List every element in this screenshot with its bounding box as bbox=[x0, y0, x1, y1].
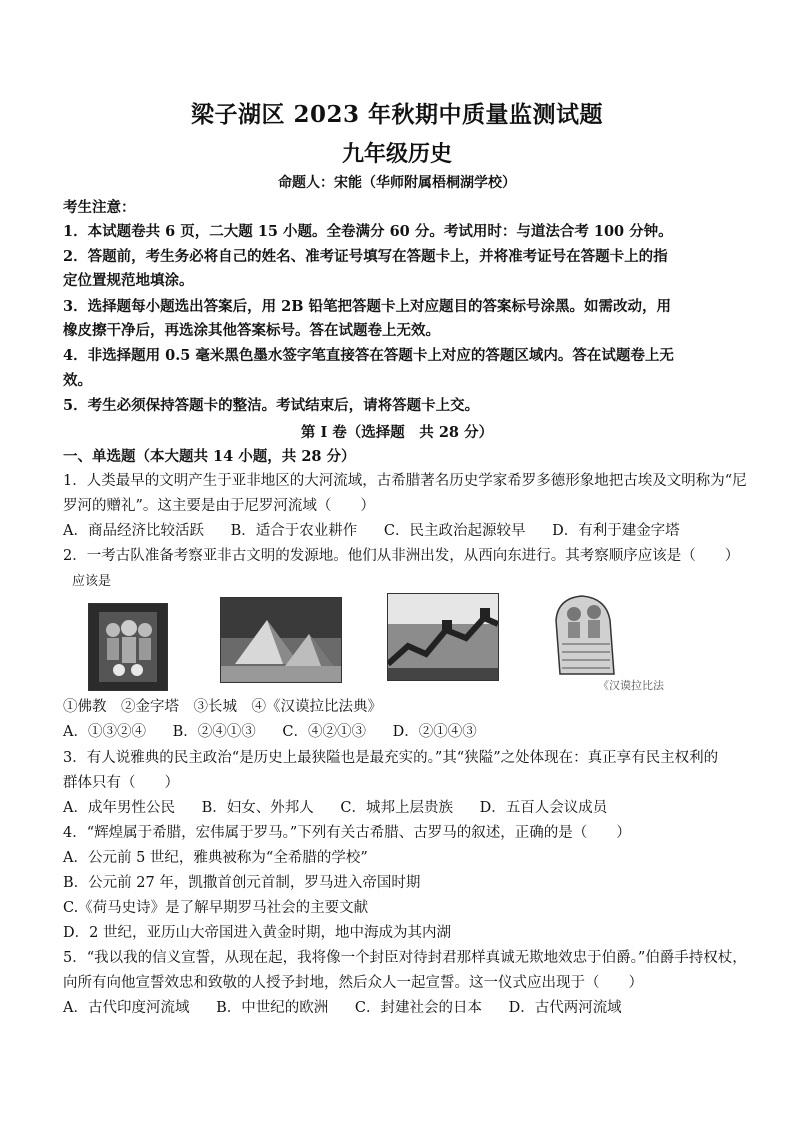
exam-title: 梁子湖区 2023 年秋期中质量监测试题 bbox=[190, 101, 604, 128]
option-d: D．②①④③ bbox=[392, 724, 477, 740]
notice-heading: 考生注意： bbox=[63, 199, 136, 216]
question-3-stem: 3．有人说雅典的民主政治“是历史上最狭隘也是最充实的。”其“狭隘”之处体现在：真正享有民主权利的 bbox=[63, 750, 719, 766]
great-wall-image bbox=[387, 593, 499, 681]
volume-heading: 第 I 卷（选择题 共 28 分） bbox=[300, 424, 494, 441]
option-d: D．2 世纪，亚历山大帝国进入黄金时期，地中海成为其内湖 bbox=[63, 925, 451, 941]
question-5-stem: 向所有向他宣誓效忠和致敬的人授予封地，然后众人一起宣誓。这一仪式应出现于（ ） bbox=[63, 975, 643, 991]
option-d: D．古代两河流域 bbox=[508, 1000, 622, 1016]
option-a: A．商品经济比较活跃 bbox=[63, 523, 204, 539]
option-d: D．有利于建金字塔 bbox=[552, 523, 680, 539]
option-d: D．五百人会议成员 bbox=[479, 800, 608, 816]
question-2-stem: 2．一考古队准备考察亚非古文明的发源地。他们从非洲出发，从西向东进行。其考察顺序应该是（ ） bbox=[63, 548, 740, 564]
image-overlay-caption: 《汉谟拉比法 bbox=[598, 679, 664, 692]
question-4-stem: 4．“辉煌属于希腊，宏伟属于罗马。”下列有关古希腊、古罗马的叙述，正确的是（ ） bbox=[63, 825, 631, 841]
question-5-stem: 5．“我以我的信义宣誓，从现在起，我将像一个封臣对待封君那样真诚无欺地效忠于伯爵。”伯爵手持权杖， bbox=[63, 950, 747, 966]
option-b: B．中世纪的欧洲 bbox=[216, 1000, 329, 1016]
question-1-stem: 1．人类最早的文明产生于亚非地区的大河流域，古希腊著名历史学家希罗多德形象地把古埃及文明称为“尼 bbox=[63, 473, 747, 489]
question-2-stem-fragment: 应该是 bbox=[72, 574, 112, 589]
question-1-stem: 罗河的赠礼”。这主要是由于尼罗河流域（ ） bbox=[63, 498, 375, 514]
option-c: C．民主政治起源较早 bbox=[383, 523, 526, 539]
buddha-statue-image bbox=[88, 603, 168, 691]
pyramid-image bbox=[220, 597, 342, 683]
exam-subject: 九年级历史 bbox=[341, 141, 452, 167]
exam-author: 命题人：宋能（华师附属梧桐湖学校） bbox=[278, 175, 516, 191]
option-b: B．妇女、外邦人 bbox=[201, 800, 314, 816]
question-3-stem: 群体只有（ ） bbox=[63, 775, 179, 791]
option-b: B．适合于农业耕作 bbox=[230, 523, 358, 539]
question-5-options bbox=[63, 998, 743, 1018]
option-a: A．古代印度河流域 bbox=[63, 1000, 190, 1016]
option-c: C．④②①③ bbox=[282, 724, 366, 740]
option-c: C．封建社会的日本 bbox=[354, 1000, 482, 1016]
question-3-options bbox=[63, 798, 743, 818]
option-a: A．成年男性公民 bbox=[63, 800, 175, 816]
part-heading: 一、单选题（本大题共 14 小题，共 28 分） bbox=[63, 448, 356, 465]
notice-item: 1．本试题卷共 6 页，二大题 15 小题。全卷满分 60 分。考试用时：与道法合考 100 分钟。 bbox=[63, 223, 673, 240]
notice-item: 定位置规范地填涂。 bbox=[63, 272, 194, 289]
question-2-options bbox=[63, 722, 743, 742]
notice-item: 5．考生必须保持答题卡的整洁。考试结束后，请将答题卡上交。 bbox=[63, 397, 480, 414]
option-a: A．①③②④ bbox=[63, 724, 146, 740]
notice-item: 4．非选择题用 0.5 毫米黑色墨水签字笔直接答在答题卡上对应的答题区域内。答在试题卷上无 bbox=[63, 347, 674, 364]
option-c: C.《荷马史诗》是了解早期罗马社会的主要文献 bbox=[63, 900, 369, 916]
option-b: B．公元前 27 年，凯撒首创元首制，罗马进入帝国时期 bbox=[63, 875, 421, 891]
option-a: A．公元前 5 世纪，雅典被称为“全希腊的学校” bbox=[63, 850, 368, 866]
notice-item: 2．答题前，考生务必将自己的姓名、准考证号填写在答题卡上，并将准考证号在答题卡上的指 bbox=[63, 248, 668, 265]
notice-item: 效。 bbox=[63, 372, 92, 389]
notice-item: 橡皮擦干净后，再选涂其他答案标号。答在试题卷上无效。 bbox=[63, 322, 440, 339]
notice-item: 3．选择题每小题选出答案后，用 2B 铅笔把答题卡上对应题目的答案标号涂黑。如需改动，用 bbox=[63, 298, 672, 315]
hammurabi-code-image bbox=[540, 590, 636, 680]
option-c: C．城邦上层贵族 bbox=[340, 800, 453, 816]
question-1-options bbox=[63, 521, 743, 541]
option-b: B．②④①③ bbox=[172, 724, 256, 740]
question-2-image-caption: ①佛教 ②金字塔 ③长城 ④《汉谟拉比法典》 bbox=[63, 699, 382, 715]
